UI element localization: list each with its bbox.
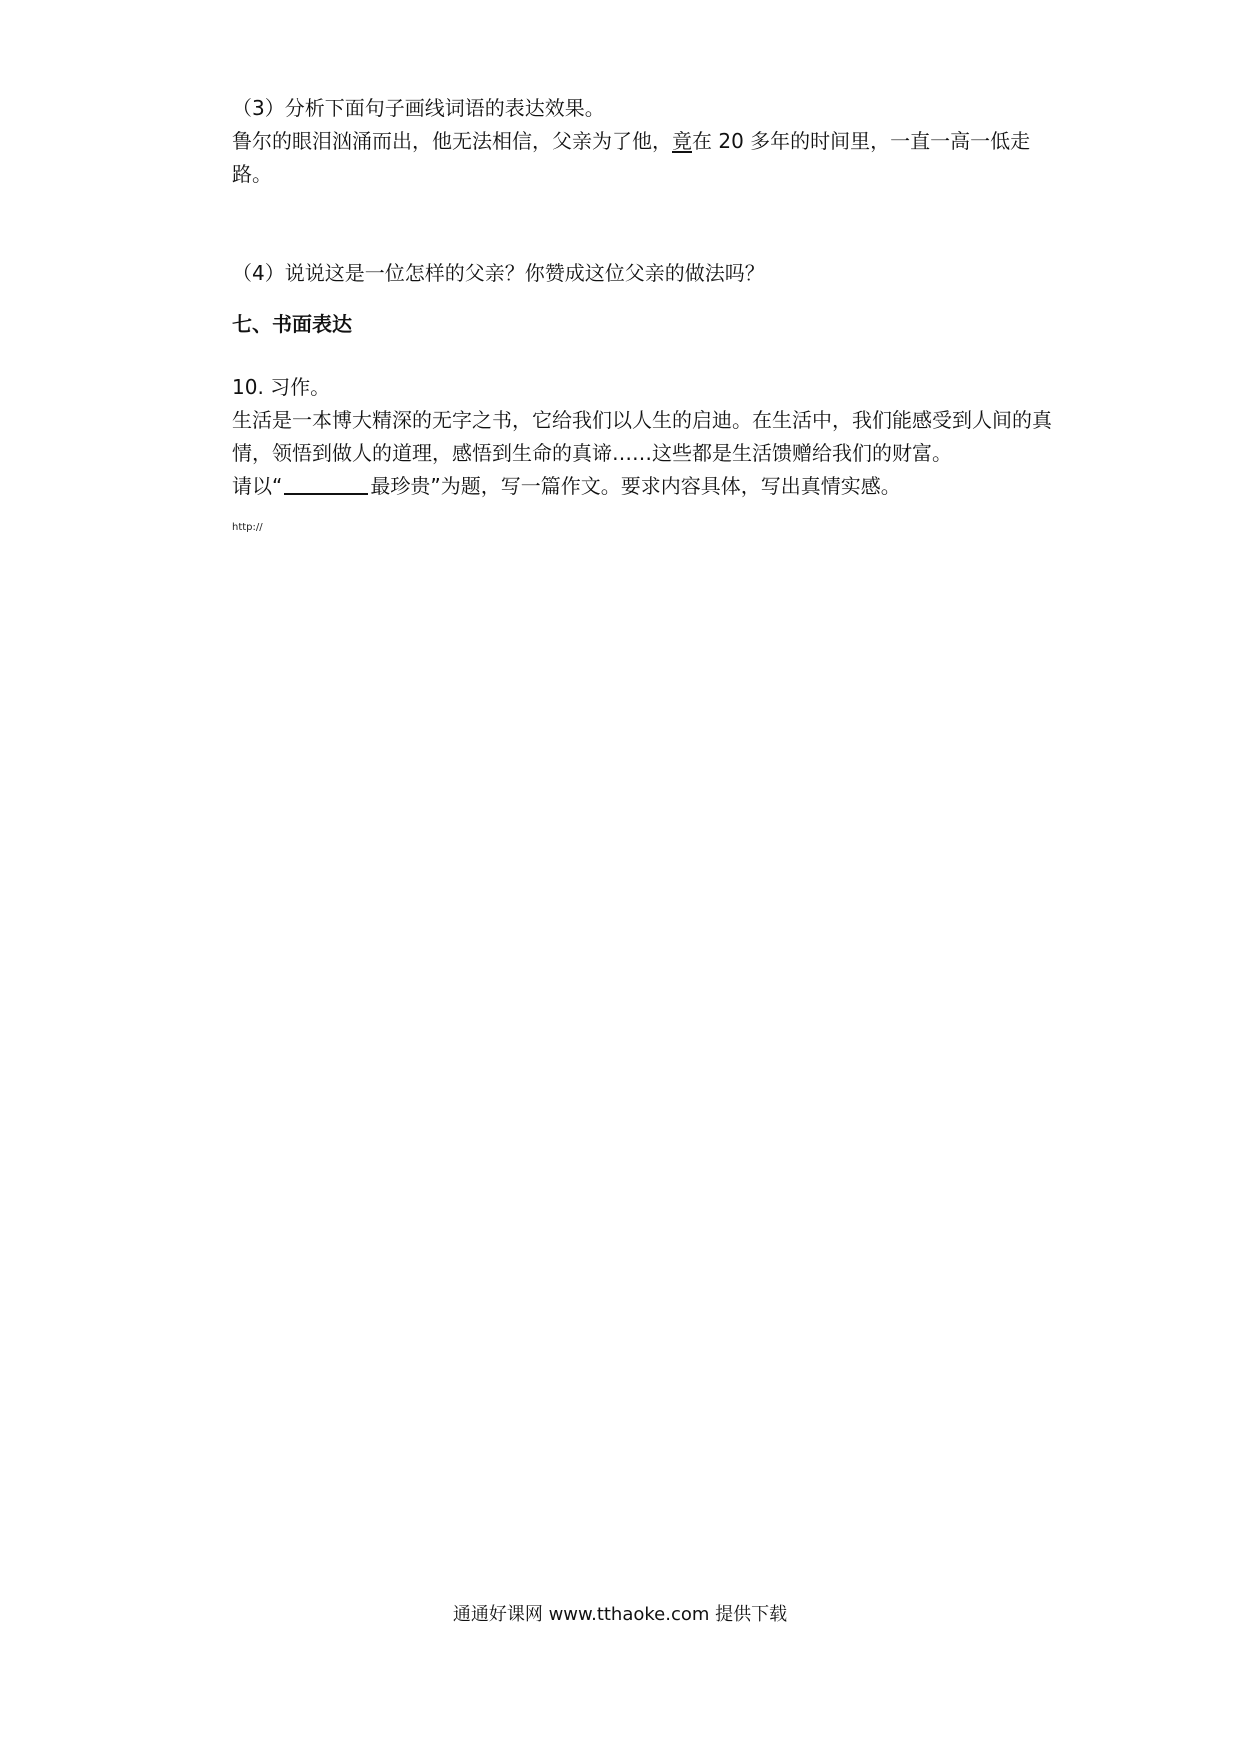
question-3-underlined-word: 竟 xyxy=(672,129,692,153)
question-10-body: 生活是一本博大精深的无字之书，它给我们以人生的启迪。在生活中，我们能感受到人间的真情，领悟到做人的道理，感悟到生命的真谛……这些都是生活馈赠给我们的财富。 xyxy=(232,408,1052,465)
question-10-instruction-after: 最珍贵”为题，写一篇作文。要求内容具体，写出真情实感。 xyxy=(370,474,901,498)
question-10-title: 10. 习作。 xyxy=(232,375,331,399)
question-4-prompt: （4）说说这是一位怎样的父亲？你赞成这位父亲的做法吗？ xyxy=(232,261,765,285)
url-stub: http:// xyxy=(232,522,263,533)
question-10-instruction xyxy=(232,470,1060,503)
page-footer: 通通好课网 www.tthaoke.com 提供下载 xyxy=(452,1604,788,1625)
question-3-sentence-before: 鲁尔的眼泪汹涌而出，他无法相信，父亲为了他， xyxy=(232,129,672,153)
question-10-instruction-before: 请以“ xyxy=(232,474,283,498)
answer-space xyxy=(232,191,1060,257)
title-blank xyxy=(284,473,368,495)
question-3-sentence-after: 在 20 多年的时间里，一直一高一低走路。 xyxy=(232,129,1031,186)
section-spacing xyxy=(232,341,1060,371)
question-3-sentence xyxy=(232,125,1060,191)
page-content xyxy=(232,92,1060,535)
question-3-prompt: （3）分析下面句子画线词语的表达效果。 xyxy=(232,96,605,120)
section-7-heading: 七、书面表达 xyxy=(232,312,352,336)
